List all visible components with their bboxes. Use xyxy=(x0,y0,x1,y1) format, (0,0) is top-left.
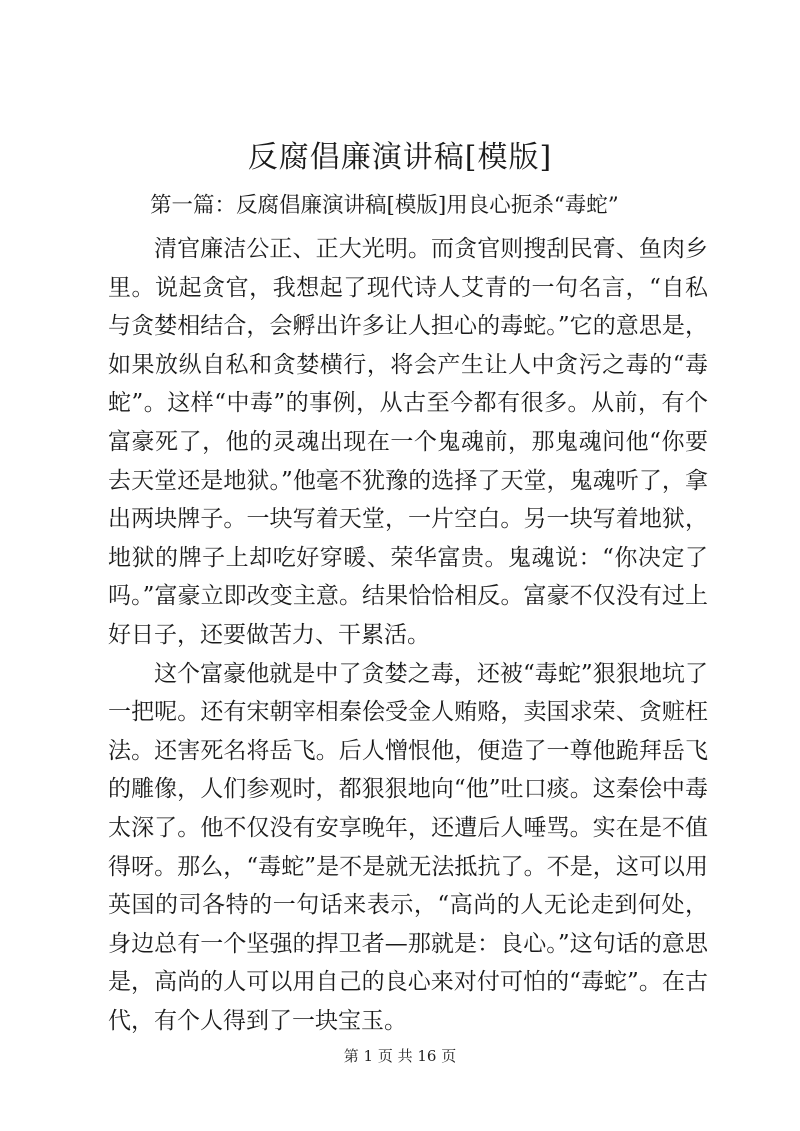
page-title: 反腐倡廉演讲稿[模版] xyxy=(247,140,553,175)
paragraph-1: 清官廉洁公正、正大光明。而贪官则搜刮民膏、鱼肉乡里。说起贪官，我想起了现代诗人艾青的一句名言，“自私与贪婪相结合，会孵出许多让人担心的毒蛇。”它的意思是，如果放纵自私和贪婪横行，将会产生让人中贪污之毒的“毒蛇”。这样“中毒”的事例，从古至今都有很多。从前，有个富豪死了，他的灵魂出现在一个鬼魂前，那鬼魂问他“你要去天堂还是地狱。”他毫不犹豫的选择了天堂，鬼魂听了，拿出两块牌子。一块写着天堂，一片空白。另一块写着地狱，地狱的牌子上却吃好穿暖、荣华富贵。鬼魂说：“你决定了吗。”富豪立即改变主意。结果恰恰相反。富豪不仅没有过上好日子，还要做苦力、干累活。 xyxy=(108,236,708,648)
paragraph-2: 这个富豪他就是中了贪婪之毒，还被“毒蛇”狠狠地坑了一把呢。还有宋朝宰相秦侩受金人贿赂，卖国求荣、贪赃枉法。还害死名将岳飞。后人憎恨他，便造了一尊他跪拜岳飞的雕像，人们参观时，都狠狠地向“他”吐口痰。这秦侩中毒太深了。他不仅没有安享晚年，还遭后人唾骂。实在是不值得呀。那么，“毒蛇”是不是就无法抵抗了。不是，这可以用英国的司各特的一句话来表示，“高尚的人无论走到何处，身边总有一个坚强的捍卫者—那就是：良心。”这句话的意思是，高尚的人可以用自己的良心来对付可怕的“毒蛇”。在古代，有个人得到了一块宝玉。 xyxy=(108,660,708,1034)
body-text xyxy=(108,230,708,1040)
section-heading: 第一篇：反腐倡廉演讲稿[模版]用良心扼杀“毒蛇” xyxy=(150,193,619,218)
page-number-footer: 第 1 页 共 16 页 xyxy=(343,1047,457,1065)
